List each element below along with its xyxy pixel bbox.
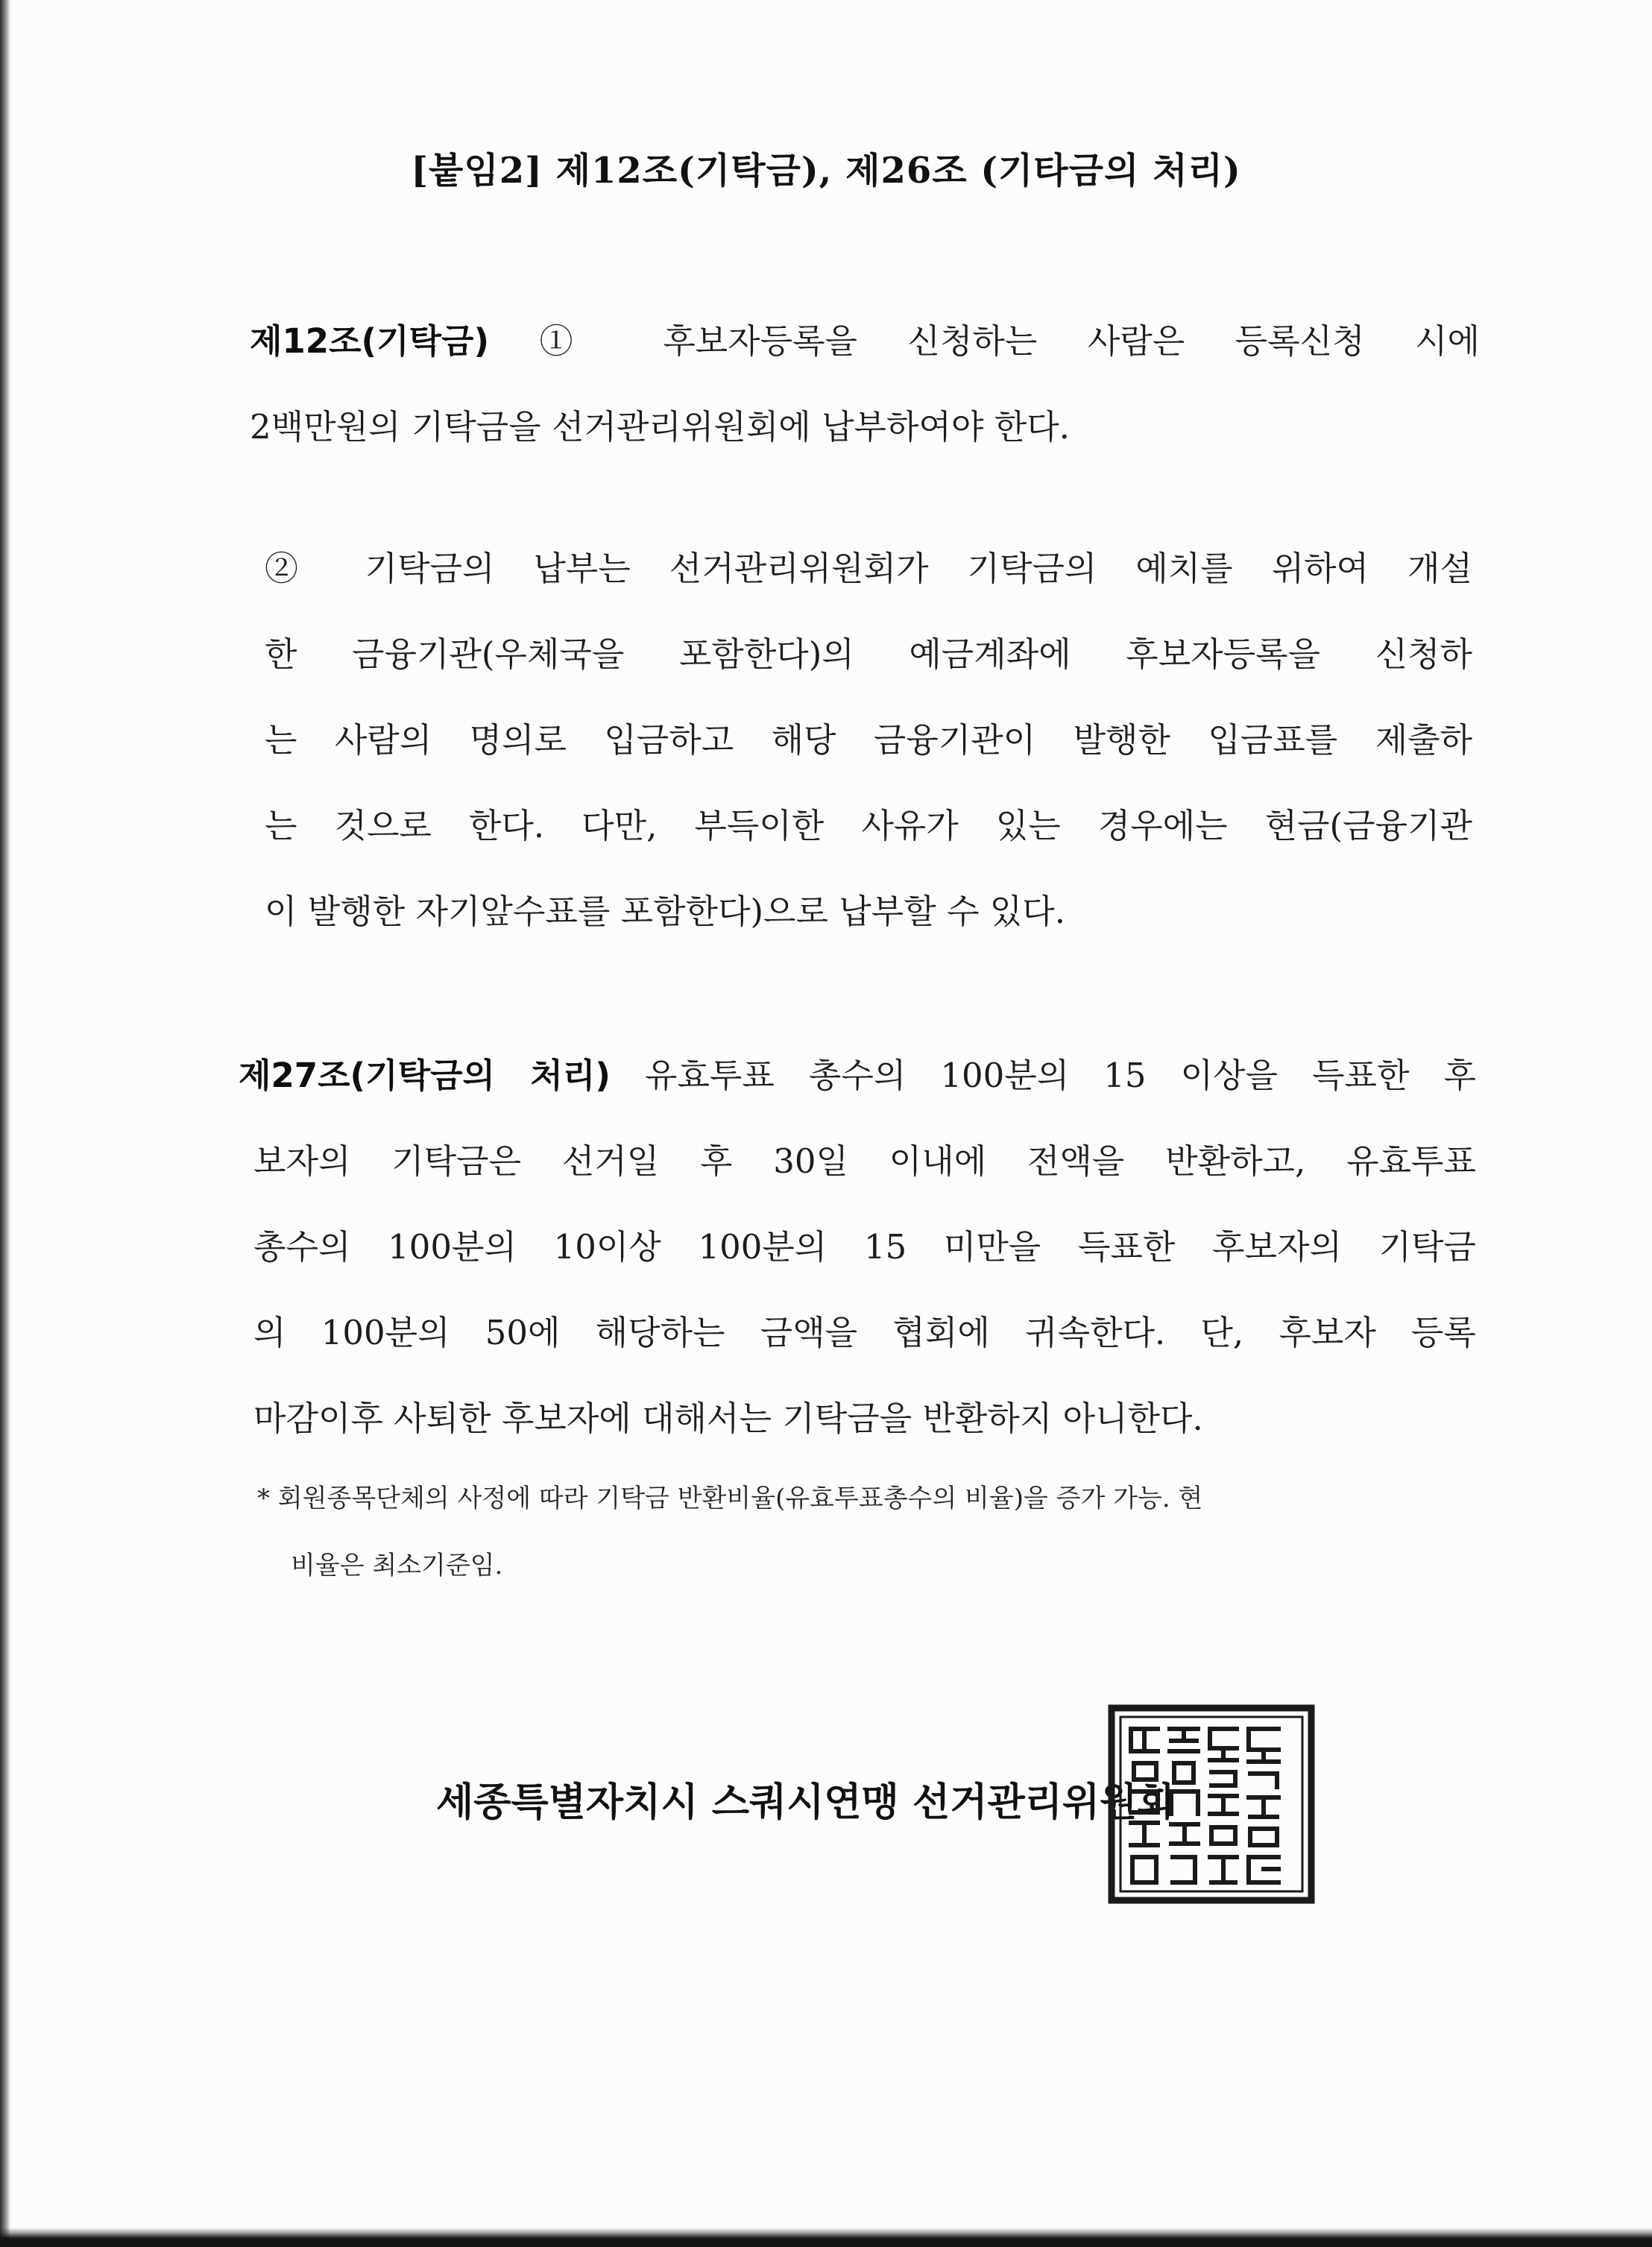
footnote-line2: 비율은 최소기준임. — [291, 1551, 503, 1581]
article12-clause1 — [250, 298, 1480, 470]
article27-line: 총수의 100분의 10이상 100분의 15 미만을 득표한 후보자의 기탁금 — [253, 1227, 1476, 1267]
article12-clause1-text: ① 후보자등록을 신청하는 사람은 등록신청 시에 — [489, 321, 1480, 361]
article12-clause2-line: 는 사람의 명의로 입금하고 해당 금융기관이 발행한 입금표를 제출하 — [265, 720, 1472, 760]
scan-bottom-edge — [0, 2228, 1652, 2247]
organization-name: 세종특별자치시 스쿼시연맹 선거관리위원회 — [436, 1780, 1175, 1825]
article12-line2: 2백만원의 기탁금을 선거관리위원회에 납부하여야 한다. — [250, 407, 1070, 447]
footnote-line1: * 회원종목단체의 사정에 따라 기탁금 반환비율(유효투표총수의 비율)을 증가 가능. 현 — [257, 1484, 1203, 1513]
article12-clause2 — [265, 526, 1472, 954]
article27-line: 마감이후 사퇴한 후보자에 대해서는 기탁금을 반환하지 아니한다. — [253, 1399, 1203, 1438]
article27-line: 의 100분의 50에 해당하는 금액을 협회에 귀속한다. 단, 후보자 등록 — [253, 1313, 1476, 1352]
article27 — [239, 1033, 1476, 1461]
article12-clause2-line: 한 금융기관(우체국을 포함한다)의 예금계좌에 후보자등록을 신청하 — [265, 634, 1472, 674]
document-title: [붙임2] 제12조(기탁금), 제26조 (기타금의 처리) — [411, 150, 1241, 192]
article12-heading: 제12조(기탁금) — [250, 321, 490, 361]
seal-glyphs — [1131, 1729, 1279, 1882]
article12-clause2-line: ② 기탁금의 납부는 선거관리위원회가 기탁금의 예치를 위하여 개설 — [265, 549, 1472, 588]
official-seal — [1107, 1704, 1316, 1905]
article12-clause2-line: 는 것으로 한다. 다만, 부득이한 사유가 있는 경우에는 현금(금융기관 — [265, 806, 1472, 845]
footnote — [257, 1465, 1469, 1599]
article27-line: 보자의 기탁금은 선거일 후 30일 이내에 전액을 반환하고, 유효투표 — [253, 1141, 1476, 1181]
scan-left-edge — [0, 0, 10, 2247]
article12-line1 — [250, 298, 1480, 384]
article27-heading: 제27조(기탁금의 처리) — [239, 1056, 611, 1095]
article12-clause2-line: 이 발행한 자기앞수표를 포함한다)으로 납부할 수 있다. — [265, 892, 1066, 931]
article27-line1 — [239, 1033, 1476, 1118]
article27-line1-text: 유효투표 총수의 100분의 15 이상을 득표한 후 — [610, 1056, 1476, 1095]
